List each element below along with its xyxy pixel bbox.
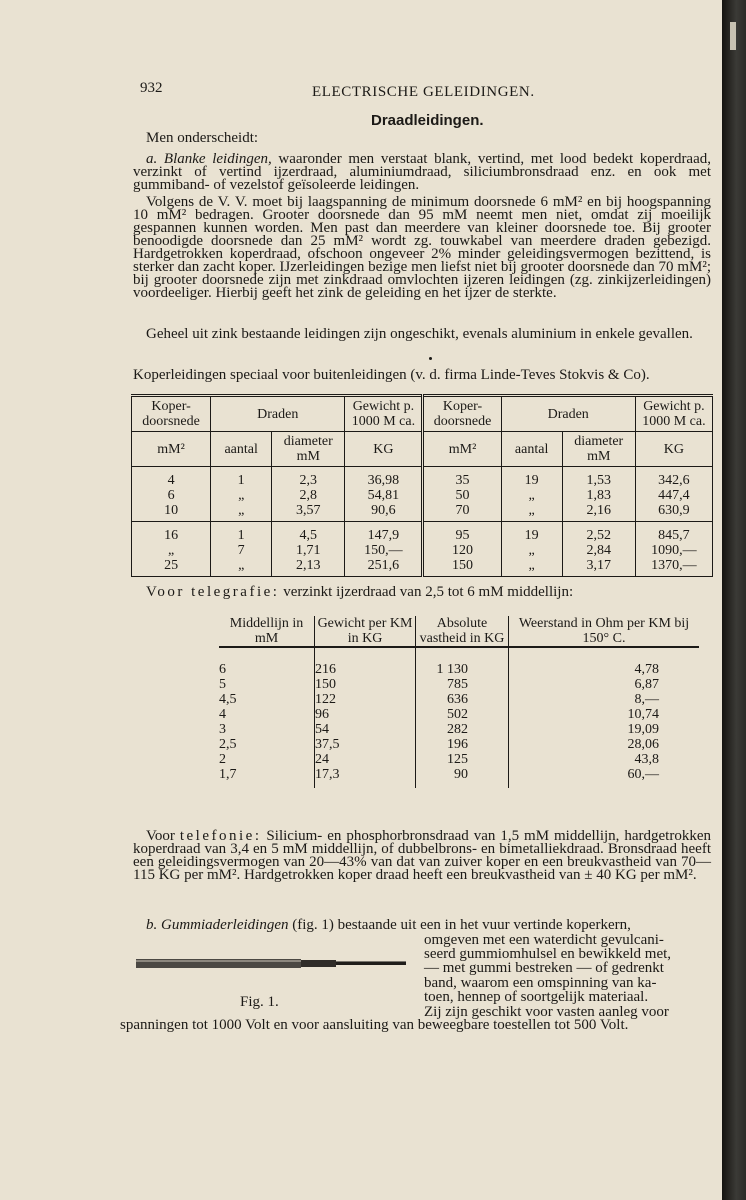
- cell-weerstand: 4,78: [509, 647, 700, 677]
- cell-gewicht: 150: [315, 677, 416, 692]
- cell-diameter: 2,8: [299, 488, 318, 503]
- table-row: [219, 737, 699, 752]
- cell-gewicht: 1370,—: [651, 558, 697, 573]
- print-speck: [429, 357, 432, 360]
- header-diameter: diameter mM: [272, 432, 345, 467]
- gummi-last-line: spanningen tot 1000 Volt en voor aansluiting van beweegbare toestellen tot 500 Volt.: [120, 1017, 629, 1033]
- gummi-line-3: seerd gummiomhulsel en bewikkeld met,: [424, 946, 672, 962]
- cell-gewicht: 17,3: [315, 767, 416, 788]
- cable-sheath-highlight: [136, 960, 301, 962]
- cell-doorsnede: 16: [164, 528, 179, 543]
- cell-diameter: 2,52: [586, 528, 611, 543]
- cell-diameter: 2,13: [296, 558, 321, 573]
- header-middellijn: Middellijn in mM: [229, 616, 304, 646]
- cell-aantal: „: [528, 543, 535, 558]
- term-blanke-leidingen: Blanke leidingen,: [163, 151, 272, 167]
- cell-doorsnede: 50: [455, 488, 470, 503]
- cell-weerstand: 8,—: [509, 692, 700, 707]
- cell-gewicht: 251,6: [367, 558, 400, 573]
- cell-vastheid: 502: [416, 707, 509, 722]
- cell-doorsnede: 25: [164, 558, 179, 573]
- cell-middellijn: 4,5: [219, 692, 237, 707]
- spine-tab: [730, 22, 736, 50]
- intro-text: Men onderscheidt:: [146, 130, 259, 146]
- cell-gewicht: 90,6: [371, 503, 396, 518]
- cell-gewicht: 96: [315, 707, 416, 722]
- table-row: [219, 752, 699, 767]
- cable-figure: [136, 955, 406, 971]
- header-aantal: aantal: [211, 432, 272, 467]
- copper-wire-table: [131, 394, 713, 577]
- cell-middellijn: 6: [219, 662, 226, 677]
- cell-gewicht: 845,7: [658, 528, 690, 543]
- telephone-lead: Voor: [146, 828, 180, 844]
- header-doorsnede-right: Koper-doorsnede: [423, 396, 501, 432]
- unit-kg-right: KG: [635, 432, 712, 467]
- cell-diameter: 2,3: [299, 473, 318, 488]
- cell-vastheid: 125: [416, 752, 509, 767]
- cell-doorsnede: 10: [164, 503, 179, 518]
- header-weerstand: Weerstand in Ohm per KM bij 150° C.: [509, 616, 700, 647]
- cell-diameter: 1,71: [296, 543, 321, 558]
- cell-middellijn: 2,5: [219, 737, 237, 752]
- cell-doorsnede: 120: [452, 543, 474, 558]
- cell-middellijn: 4: [219, 707, 226, 722]
- header-doorsnede: Koper-doorsnede: [132, 396, 211, 432]
- cell-weerstand: 60,—: [509, 767, 700, 788]
- cell-gewicht: 24: [315, 752, 416, 767]
- cell-doorsnede: 35: [455, 473, 470, 488]
- page-number: 932: [140, 80, 163, 96]
- cell-middellijn: 1,7: [219, 767, 237, 782]
- cell-diameter: 3,17: [586, 558, 611, 573]
- telegraph-label: Voor telegrafie:: [146, 584, 280, 600]
- cell-gewicht: 147,9: [367, 528, 400, 543]
- cell-doorsnede: 4: [167, 473, 175, 488]
- figure-caption: Fig. 1.: [240, 994, 279, 1010]
- telegraph-wire-table: [219, 616, 699, 788]
- cell-aantal: 7: [237, 543, 245, 558]
- cell-diameter: 3,57: [296, 503, 321, 518]
- blanke-leidingen-body: waaronder men verstaat blank, vertind, met lood bedekt koperdraad, verzinkt of vertind ijzerdraad, aluminiumdraad, siliciumbronsdraad enz. en ook met gummiband- of vezelstof geïsoleerde leidingen.: [133, 151, 712, 193]
- cell-aantal: „: [238, 488, 245, 503]
- cell-vastheid: 636: [416, 692, 509, 707]
- cell-doorsnede: „: [167, 543, 175, 558]
- gummi-line-1: (fig. 1) bestaande uit een in het vuur vertinde koperkern,: [292, 917, 631, 933]
- cell-gewicht: 36,98: [367, 473, 400, 488]
- cell-gewicht: 54,81: [367, 488, 400, 503]
- cell-gewicht: 150,—: [364, 543, 403, 558]
- table-row: [132, 467, 713, 522]
- cell-vastheid: 1 130: [416, 647, 509, 677]
- cell-diameter: 1,83: [586, 488, 611, 503]
- cell-gewicht: 37,5: [315, 737, 416, 752]
- cell-diameter: 1,53: [586, 473, 611, 488]
- copper-table-caption: Koperleidingen speciaal voor buitenleidingen (v. d. firma Linde-Teves Stokvis & Co).: [133, 367, 650, 383]
- cable-insulation: [301, 960, 336, 967]
- cell-vastheid: 196: [416, 737, 509, 752]
- telegraph-intro: [146, 586, 722, 599]
- gummi-line-2: omgeven met een waterdicht gevulcani-: [424, 932, 664, 948]
- header-gewicht-right: Gewicht p. 1000 M ca.: [635, 396, 712, 432]
- cell-aantal: „: [238, 503, 245, 518]
- header-absolute-vastheid: Absolute vastheid in KG: [416, 616, 509, 647]
- cell-weerstand: 19,09: [509, 722, 700, 737]
- cell-diameter: 2,84: [586, 543, 611, 558]
- term-gummiaderleidingen: Gummiaderleidingen: [161, 917, 289, 933]
- paragraph-voorschriften: Volgens de V. V. moet bij laagspanning de minimum doorsnede 6 mM² en bij hoogspanning 10 mM² bedragen. Grooter doorsnede dan 95 mM neemt men niet, omdat zij moeilijk gespannen kunnen worden. Men past dan meerdere van kleiner doorsnede toe. Bij grooter benoodigde doorsnede dan 25 mM² wordt zg. touwkabel van meerdere draden gebezigd. Hardgetrokken koperdraad, ofschoon ongeveer 2% minder geleidingsvermogen bezittend, is sterker dan zacht koper. IJzerleidingen bezige men liefst niet bij grooter doorsnede dan 70 mM²; bij grooter doorsnede zijn met zinkdraad omvlochten ijzeren leidingen (zg. zinkijzerleidingen) voordeeliger. Hierbij geeft het zink de geleiding en het ijzer de sterkte.: [133, 194, 711, 301]
- cell-vastheid: 282: [416, 722, 509, 737]
- section-title: Draadleidingen.: [371, 112, 484, 129]
- header-draden: Draden: [211, 396, 345, 432]
- cell-weerstand: 6,87: [509, 677, 700, 692]
- header-diameter-right: diameter mM: [562, 432, 635, 467]
- table-row: [219, 722, 699, 737]
- cell-doorsnede: 95: [455, 528, 470, 543]
- cell-aantal: 1: [237, 528, 245, 543]
- header-draden-right: Draden: [501, 396, 635, 432]
- book-spine: [722, 0, 746, 1200]
- cell-doorsnede: 70: [455, 503, 470, 518]
- cell-weerstand: 43,8: [509, 752, 700, 767]
- unit-kg: KG: [345, 432, 423, 467]
- paragraph-telefonie: [133, 830, 711, 882]
- cell-doorsnede: 6: [167, 488, 175, 503]
- gummi-line-6: toen, hennep of soortgelijk materiaal.: [424, 989, 649, 1005]
- cell-gewicht: 447,4: [658, 488, 690, 503]
- cell-middellijn: 3: [219, 722, 226, 737]
- table-row: [219, 677, 699, 692]
- table-row: [219, 647, 699, 677]
- gummi-line-5: band, waarom een omspinning van ka-: [424, 975, 657, 991]
- table-row: [219, 692, 699, 707]
- item-label-a: a.: [146, 151, 158, 167]
- telephone-label: telefonie:: [179, 828, 262, 844]
- cell-vastheid: 90: [416, 767, 509, 788]
- table-row: [132, 522, 713, 577]
- header-gewicht-per-km: Gewicht per KM in KG: [315, 616, 416, 647]
- cell-diameter: 2,16: [586, 503, 611, 518]
- cell-doorsnede: 150: [452, 558, 474, 573]
- paragraph-blanke-leidingen: [133, 153, 711, 192]
- item-label-b: b.: [146, 917, 158, 933]
- gummi-line-4: — met gummi bestreken — of gedrenkt: [424, 960, 664, 976]
- gummi-line-7: Zij zijn geschikt voor vasten aanleg voor: [424, 1004, 669, 1020]
- cell-gewicht: 1090,—: [651, 543, 697, 558]
- cell-aantal: „: [238, 558, 245, 573]
- cell-aantal: „: [528, 488, 535, 503]
- cell-vastheid: 785: [416, 677, 509, 692]
- cell-middellijn: 2: [219, 752, 226, 767]
- unit-mm2-right: mM²: [423, 432, 501, 467]
- cell-weerstand: 10,74: [509, 707, 700, 722]
- telephone-text: Silicium- en phosphorbronsdraad van 1,5 mM middellijn, hardgetrokken koperdraad van 3,4 en 5 mM middellijn, of dubbelbrons- en bimetalliekdraad. Bronsdraad heeft een geleidingsvermogen van 20—43% van dat van zuiver koper en een breukvastheid van 70—115 KG per mM². Hardgetrokken koper draad heeft een breukvastheid van ± 40 KG per mM².: [133, 828, 711, 883]
- telegraph-text: verzinkt ijzerdraad van 2,5 tot 6 mM middellijn:: [279, 584, 574, 600]
- cell-middellijn: 5: [219, 677, 226, 692]
- cell-aantal: „: [528, 558, 535, 573]
- cell-gewicht: 630,9: [658, 503, 690, 518]
- cell-gewicht: 216: [315, 647, 416, 677]
- running-head: ELECTRISCHE GELEIDINGEN.: [312, 84, 535, 100]
- cell-weerstand: 28,06: [509, 737, 700, 752]
- cell-gewicht: 342,6: [658, 473, 690, 488]
- paragraph-zink: Geheel uit zink bestaande leidingen zijn ongeschikt, evenals aluminium in enkele gevallen.: [146, 326, 693, 342]
- table-row: [219, 707, 699, 722]
- cell-aantal: „: [528, 503, 535, 518]
- header-aantal-right: aantal: [501, 432, 562, 467]
- header-gewicht: Gewicht p. 1000 M ca.: [345, 396, 423, 432]
- cell-aantal: 19: [524, 473, 539, 488]
- cell-aantal: 1: [237, 473, 245, 488]
- cell-aantal: 19: [524, 528, 539, 543]
- unit-mm2: mM²: [132, 432, 211, 467]
- cable-core-highlight: [336, 961, 406, 962]
- cell-diameter: 4,5: [299, 528, 318, 543]
- cell-gewicht: 54: [315, 722, 416, 737]
- table-row: [219, 767, 699, 788]
- cell-gewicht: 122: [315, 692, 416, 707]
